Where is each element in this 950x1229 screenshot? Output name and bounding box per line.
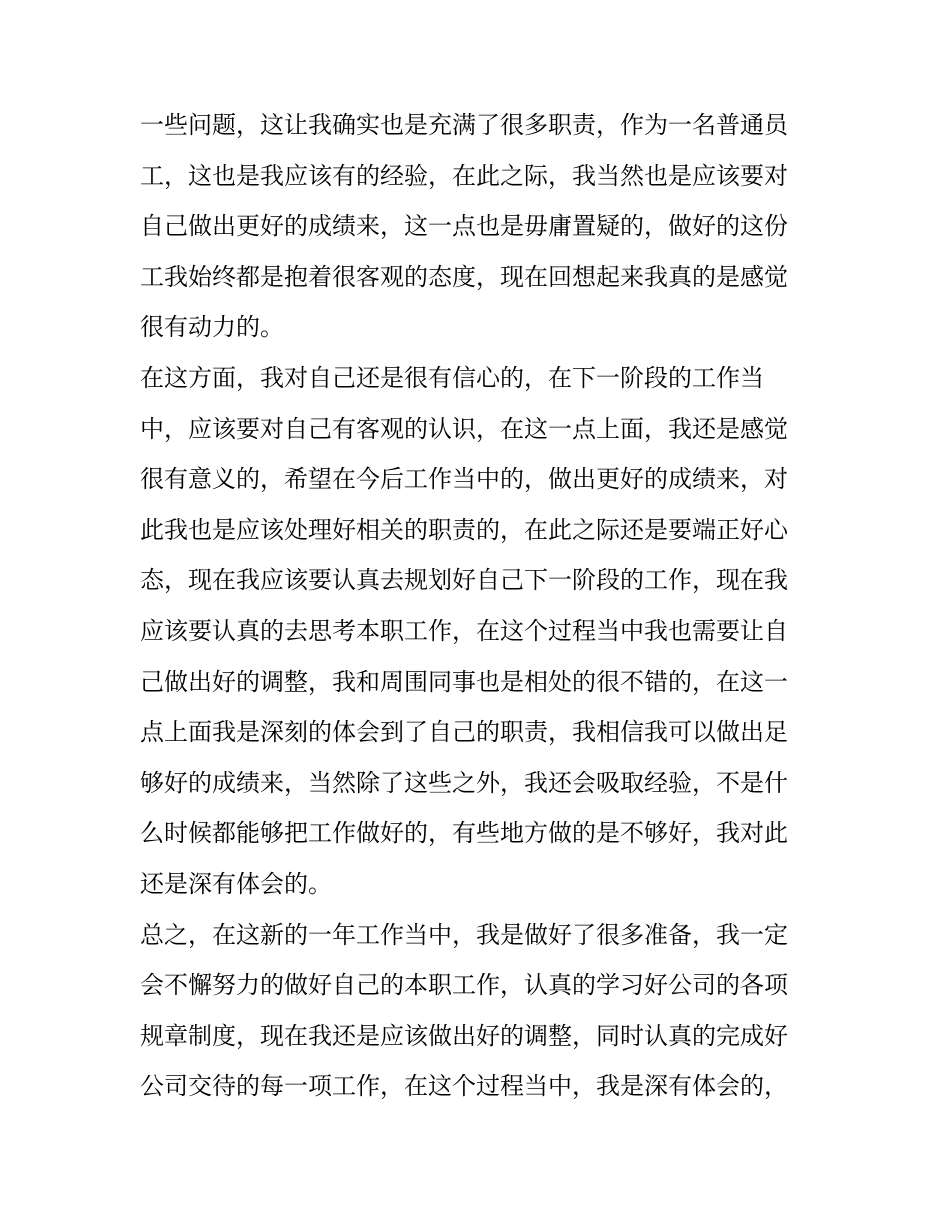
text-line: 么时候都能够把工作做好的，有些地方做的是不够好，我对此 (140, 819, 788, 848)
text-line: 很有意义的，希望在今后工作当中的，做出更好的成绩来，对 (140, 465, 788, 494)
text-line: 态，现在我应该要认真去规划好自己下一阶段的工作，现在我 (140, 566, 788, 595)
text-line: 中，应该要对自己有客观的认识，在这一点上面，我还是感觉 (140, 414, 788, 443)
text-line: 会不懈努力的做好自己的本职工作，认真的学习好公司的各项 (140, 971, 788, 1000)
text-line: 点上面我是深刻的体会到了自己的职责，我相信我可以做出足 (140, 718, 788, 747)
text-line: 总之，在这新的一年工作当中，我是做好了很多准备，我一定 (140, 920, 788, 949)
text-line: 够好的成绩来，当然除了这些之外，我还会吸取经验，不是什 (140, 768, 788, 797)
text-line: 在这方面，我对自己还是很有信心的，在下一阶段的工作当 (140, 363, 764, 392)
text-line: 规章制度，现在我还是应该做出好的调整，同时认真的完成好 (140, 1021, 788, 1050)
text-line: 工我始终都是抱着很客观的态度，现在回想起来我真的是感觉 (140, 262, 788, 291)
text-line: 自己做出更好的成绩来，这一点也是毋庸置疑的，做好的这份 (140, 212, 788, 241)
document-body (140, 100, 812, 1112)
text-line: 工，这也是我应该有的经验，在此之际，我当然也是应该要对 (140, 161, 788, 190)
text-line: 一些问题，这让我确实也是充满了很多职责，作为一名普通员 (140, 111, 788, 139)
text-line: 公司交待的每一项工作，在这个过程当中，我是深有体会的， (140, 1072, 788, 1101)
text-line: 很有动力的。 (140, 313, 284, 342)
text-line: 己做出好的调整，我和周围同事也是相处的很不错的，在这一 (140, 667, 788, 696)
text-line: 此我也是应该处理好相关的职责的，在此之际还是要端正好心 (140, 515, 788, 544)
text-line: 还是深有体会的。 (140, 869, 332, 898)
text-line: 应该要认真的去思考本职工作，在这个过程当中我也需要让自 (140, 616, 788, 645)
